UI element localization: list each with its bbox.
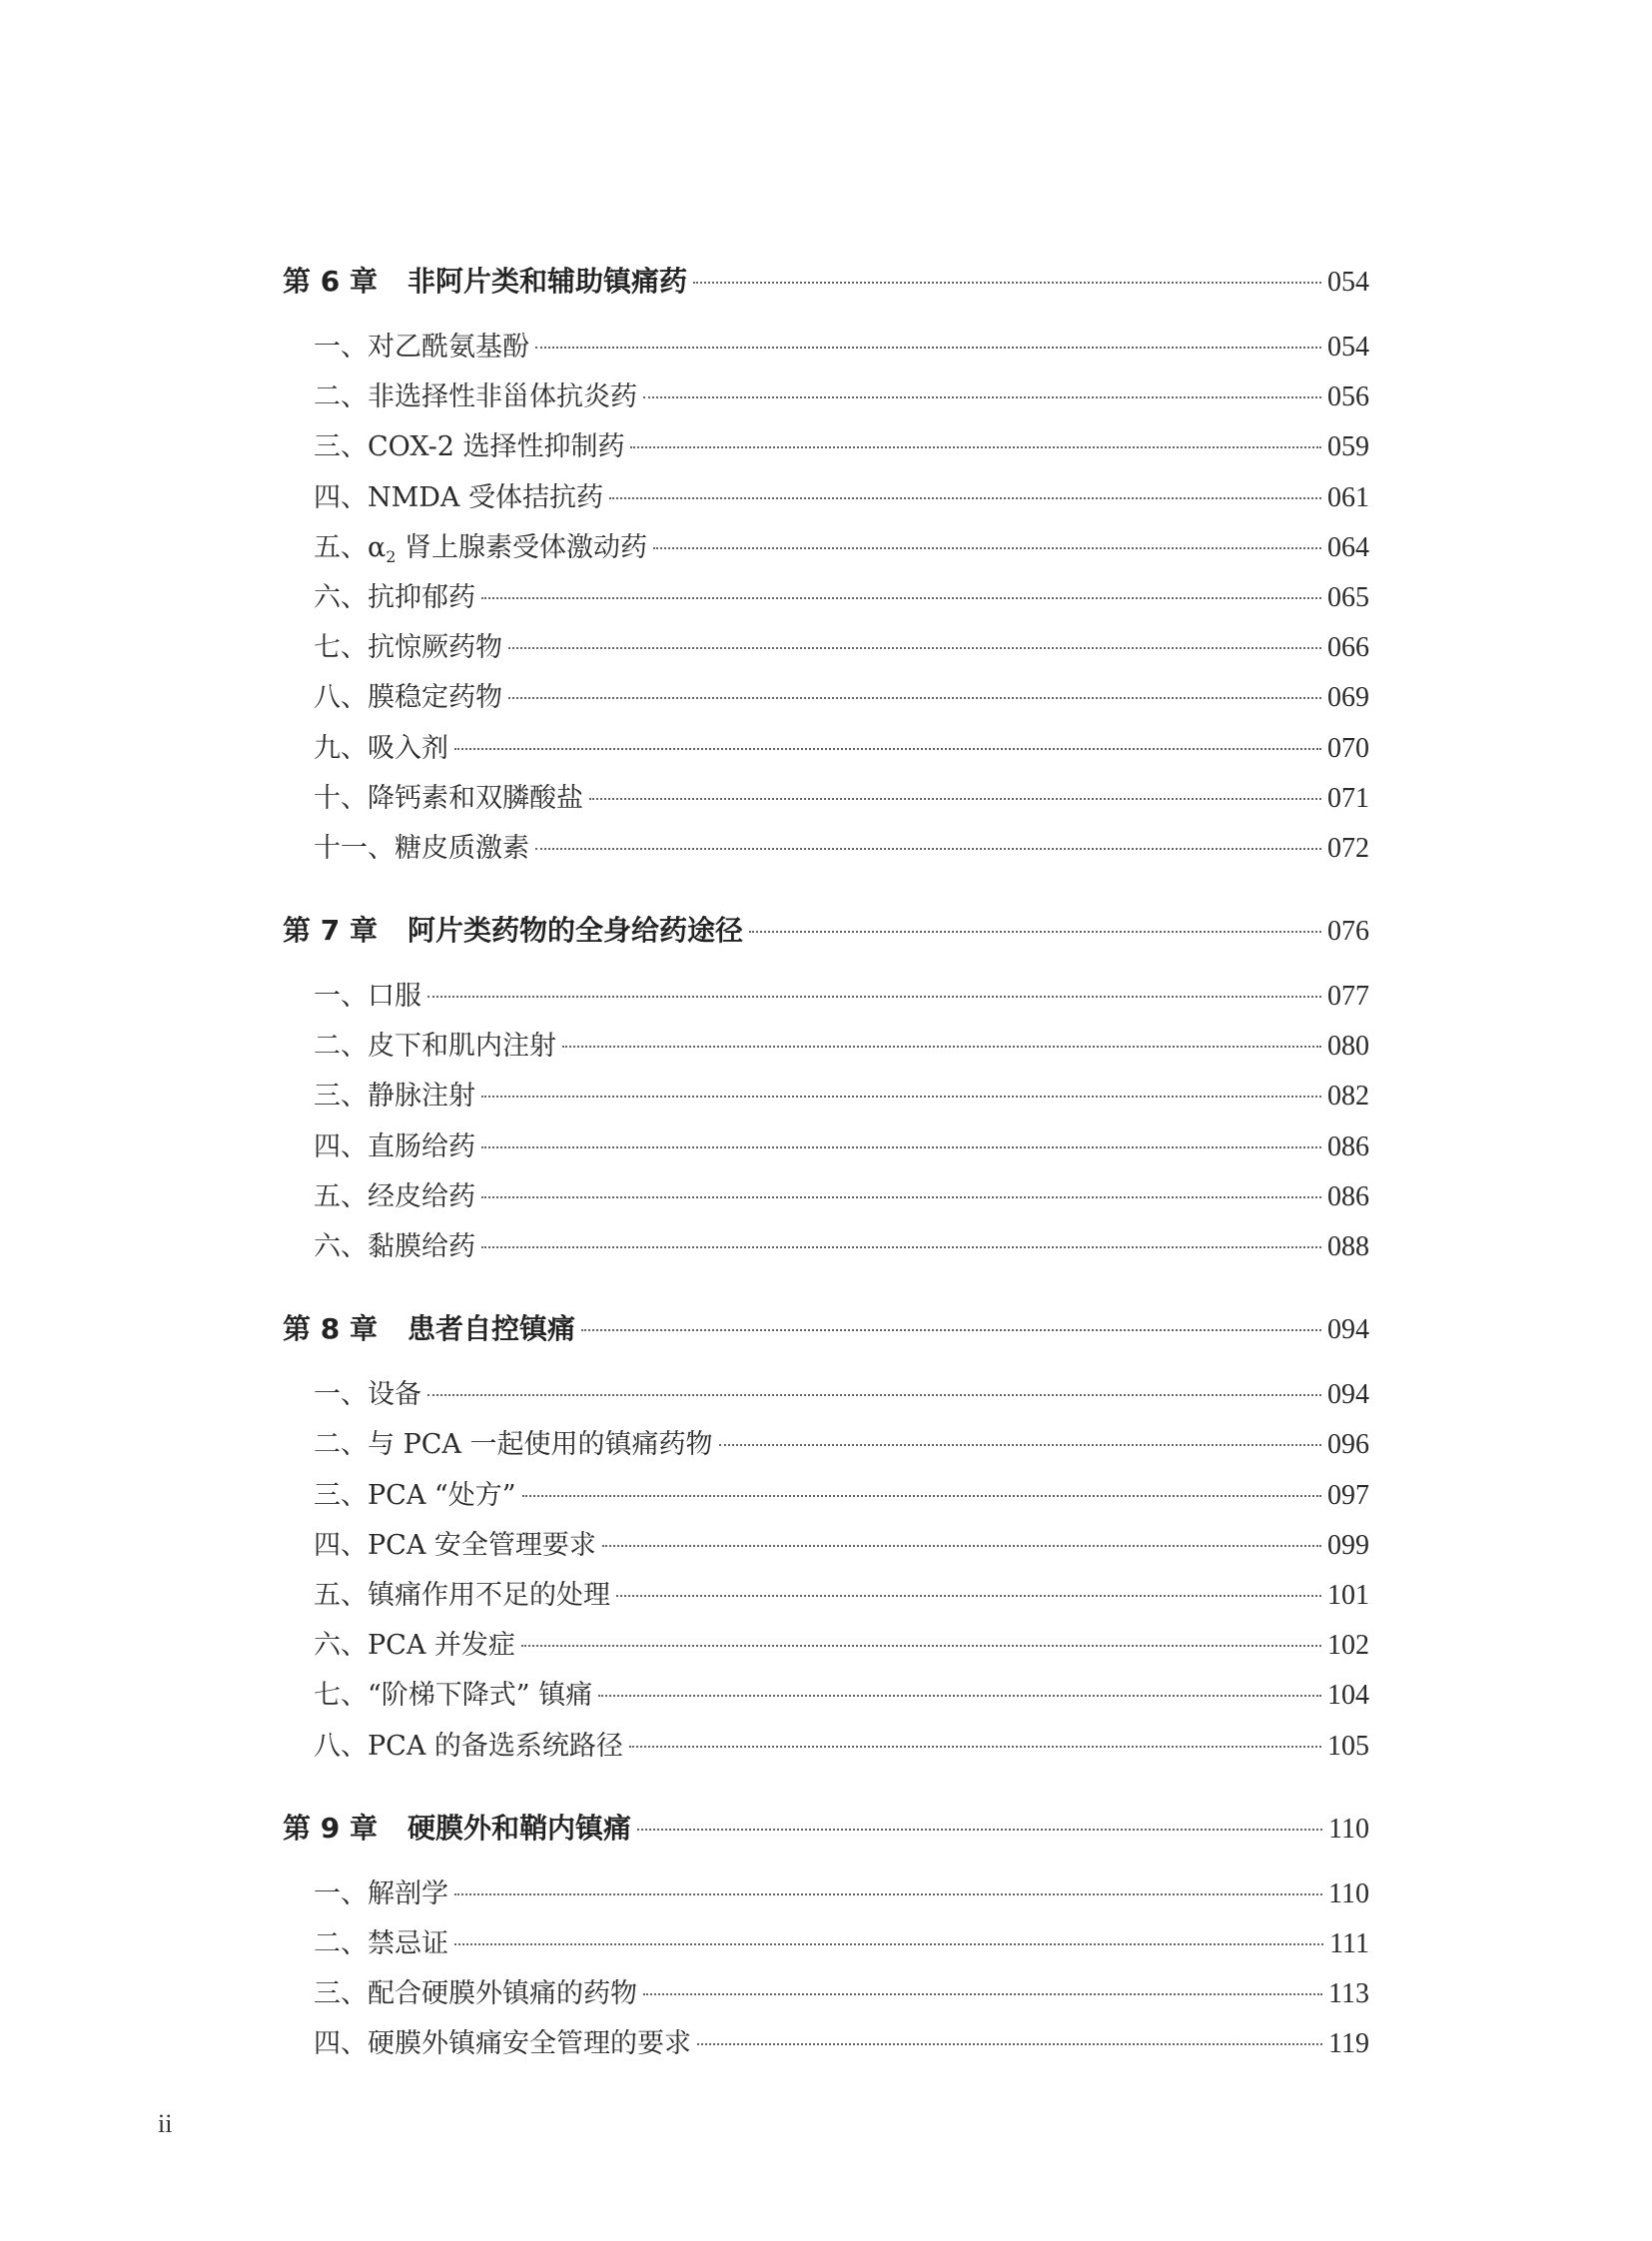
section-title: [314, 1722, 623, 1772]
section-title: [314, 972, 421, 1022]
chapter-entry: [283, 1804, 1369, 1854]
section-entry: [283, 972, 1369, 1022]
section-title: [314, 1521, 596, 1571]
dot-leader: [427, 996, 1321, 998]
section-page-number: 088: [1327, 1231, 1369, 1262]
section-entry: [283, 2019, 1369, 2069]
section-page-number: 086: [1327, 1180, 1369, 1212]
section-title: [314, 1969, 637, 2019]
chapter-label: 第 9 章: [283, 1811, 378, 1845]
section-title-text: 十、降钙素和双膦酸盐: [314, 782, 583, 814]
dot-leader: [508, 697, 1321, 699]
chapter-title: 非阿片类和辅助镇痛药: [407, 265, 687, 298]
dot-leader: [697, 2043, 1322, 2045]
section-entry: [283, 623, 1369, 673]
dot-leader: [427, 1394, 1321, 1396]
dot-leader: [454, 1943, 1323, 1945]
section-title: [314, 1122, 475, 1172]
dot-leader: [630, 446, 1321, 448]
dot-leader: [693, 282, 1321, 284]
section-title-text: 三、COX-2 选择性抑制药: [314, 431, 625, 463]
section-title: [314, 422, 624, 472]
section-page-number: 096: [1327, 1429, 1369, 1461]
section-page-number: 110: [1328, 1877, 1369, 1909]
section-page-number: 059: [1327, 431, 1369, 463]
chapter-label: 第 7 章: [283, 914, 378, 948]
chapter-label: 第 6 章: [283, 265, 378, 298]
section-entry: [283, 523, 1369, 573]
section-entry: [283, 573, 1369, 623]
section-title-text: 二、与 PCA 一起使用的镇痛药物: [314, 1429, 713, 1461]
section-page-number: 102: [1327, 1630, 1369, 1662]
dot-leader: [481, 1096, 1321, 1098]
section-title-text: 二、非选择性非甾体抗炎药: [314, 381, 637, 413]
chapter-title: 硬膜外和鞘内镇痛: [407, 1811, 631, 1845]
section-entry: [283, 1621, 1369, 1671]
chapter-page-number: 076: [1327, 916, 1369, 948]
section-list: [283, 1869, 1369, 2070]
section-title-text: 九、吸入剂: [314, 732, 448, 764]
section-title-text: 一、解剖学: [314, 1877, 448, 1909]
section-page-number: 082: [1327, 1081, 1369, 1113]
section-title: [314, 2019, 691, 2069]
section-title-text: 六、黏膜给药: [314, 1231, 475, 1262]
section-title: [314, 1471, 516, 1521]
section-page-number: 061: [1327, 481, 1369, 513]
section-title: [314, 724, 448, 774]
section-title-text: 五、经皮给药: [314, 1180, 475, 1212]
chapter-page-number: 094: [1327, 1314, 1369, 1346]
section-title: [314, 673, 502, 723]
section-entry: [283, 1222, 1369, 1272]
section-title-text: 四、硬膜外镇痛安全管理的要求: [314, 2028, 691, 2060]
section-title-text: 三、配合硬膜外镇痛的药物: [314, 1978, 637, 2010]
dot-leader: [637, 1829, 1322, 1831]
section-title: [314, 824, 529, 874]
dot-leader: [616, 1595, 1321, 1597]
section-entry: [283, 473, 1369, 523]
section-entry: [283, 1722, 1369, 1772]
section-page-number: 094: [1327, 1379, 1369, 1411]
section-title-text: 一、对乙酰氨基酚: [314, 332, 529, 363]
section-title-text: 四、直肠给药: [314, 1130, 475, 1162]
dot-leader: [521, 1645, 1321, 1647]
section-title-text: 五、α: [314, 531, 387, 563]
section-title: [314, 1022, 556, 1072]
section-title: [314, 373, 637, 422]
section-entry: [283, 1571, 1369, 1621]
section-title: [314, 1370, 421, 1420]
section-page-number: 113: [1328, 1978, 1369, 2010]
section-entry: [283, 724, 1369, 774]
dot-leader: [598, 1695, 1321, 1697]
section-entry: [283, 323, 1369, 373]
section-entry: [283, 774, 1369, 824]
section-title: [314, 1222, 475, 1272]
section-title-text: 六、PCA 并发症: [314, 1630, 515, 1662]
section-title-text: 一、设备: [314, 1379, 421, 1411]
section-title-text: 二、禁忌证: [314, 1927, 448, 1959]
dot-leader: [589, 798, 1321, 800]
section-title: [314, 1919, 448, 1969]
section-entry: [283, 1122, 1369, 1172]
section-entry: [283, 1521, 1369, 1571]
section-entry: [283, 824, 1369, 874]
section-entry: [283, 422, 1369, 472]
section-entry: [283, 1420, 1369, 1470]
section-title: [314, 1571, 610, 1621]
chapter-entry: [283, 257, 1369, 307]
section-page-number: 086: [1327, 1130, 1369, 1162]
section-title: [314, 623, 502, 673]
section-page-number: 056: [1327, 381, 1369, 413]
chapter-title: 阿片类药物的全身给药途径: [407, 914, 743, 948]
section-title-text: 三、静脉注射: [314, 1081, 475, 1113]
section-entry: [283, 673, 1369, 723]
section-title-text: 四、NMDA 受体拮抗药: [314, 481, 603, 513]
section-title: [314, 1072, 475, 1121]
section-page-number: 101: [1327, 1579, 1369, 1611]
section-page-number: 064: [1327, 531, 1369, 563]
section-page-number: 105: [1327, 1730, 1369, 1762]
page-number-folio: ii: [158, 2109, 173, 2138]
section-title-text: 一、口服: [314, 981, 421, 1013]
section-title-text: 八、膜稳定药物: [314, 682, 502, 714]
section-page-number: 077: [1327, 981, 1369, 1013]
section-page-number: 097: [1327, 1479, 1369, 1511]
section-title: [314, 1671, 592, 1721]
dot-leader: [629, 1746, 1321, 1748]
dot-leader: [522, 1495, 1321, 1497]
section-title: [314, 1869, 448, 1919]
section-title-text: 三、PCA “处方”: [314, 1479, 516, 1511]
section-page-number: 071: [1327, 782, 1369, 814]
chapter-title: 患者自控镇痛: [407, 1312, 575, 1346]
section-title: [314, 1621, 515, 1671]
dot-leader: [653, 547, 1321, 549]
section-title-text: 十一、糖皮质激素: [314, 832, 529, 864]
section-entry: [283, 373, 1369, 422]
dot-leader: [719, 1444, 1322, 1446]
chapter-page-number: 110: [1328, 1813, 1369, 1845]
section-page-number: 066: [1327, 632, 1369, 664]
section-title-text: 七、“阶梯下降式” 镇痛: [314, 1680, 593, 1712]
section-title-text: 五、镇痛作用不足的处理: [314, 1579, 610, 1611]
section-title-text: 肾上腺素受体激动药: [396, 531, 648, 563]
chapter-label: 第 8 章: [283, 1312, 378, 1346]
dot-leader: [643, 396, 1321, 398]
dot-leader: [562, 1046, 1321, 1048]
dot-leader: [481, 1146, 1321, 1148]
section-title-text: 七、抗惊厥药物: [314, 632, 502, 664]
table-of-contents: [283, 257, 1369, 2069]
section-title: [314, 1172, 475, 1222]
dot-leader: [481, 1246, 1321, 1248]
section-entry: [283, 1671, 1369, 1721]
section-entry: [283, 1969, 1369, 2019]
section-title: [314, 323, 529, 373]
subscript: 2: [386, 546, 397, 566]
dot-leader: [535, 848, 1321, 850]
section-page-number: 070: [1327, 732, 1369, 764]
dot-leader: [602, 1545, 1321, 1547]
section-page-number: 099: [1327, 1529, 1369, 1561]
section-entry: [283, 1869, 1369, 1919]
dot-leader: [454, 1893, 1322, 1895]
section-page-number: 080: [1327, 1031, 1369, 1063]
chapter-page-number: 054: [1327, 267, 1369, 298]
section-page-number: 065: [1327, 581, 1369, 613]
dot-leader: [481, 1196, 1321, 1198]
section-page-number: 111: [1329, 1927, 1369, 1959]
section-entry: [283, 1370, 1369, 1420]
section-title-text: 四、PCA 安全管理要求: [314, 1529, 596, 1561]
dot-leader: [454, 748, 1321, 750]
section-entry: [283, 1022, 1369, 1072]
section-entry: [283, 1471, 1369, 1521]
dot-leader: [609, 497, 1321, 499]
section-list: [283, 1370, 1369, 1772]
chapter-entry: [283, 906, 1369, 956]
section-title: [314, 473, 603, 523]
section-title: [314, 774, 583, 824]
dot-leader: [581, 1329, 1321, 1331]
dot-leader: [535, 347, 1321, 349]
section-list: [283, 323, 1369, 874]
section-list: [283, 972, 1369, 1272]
dot-leader: [749, 931, 1321, 933]
section-title-text: 二、皮下和肌内注射: [314, 1031, 556, 1063]
section-title-text: 八、PCA 的备选系统路径: [314, 1730, 623, 1762]
section-page-number: 072: [1327, 832, 1369, 864]
section-page-number: 119: [1328, 2028, 1369, 2060]
dot-leader: [508, 647, 1321, 649]
section-entry: [283, 1172, 1369, 1222]
section-title: [314, 573, 475, 623]
section-page-number: 104: [1327, 1680, 1369, 1712]
section-page-number: 054: [1327, 332, 1369, 363]
section-title: [314, 1420, 713, 1470]
chapter-entry: [283, 1304, 1369, 1354]
dot-leader: [643, 1993, 1322, 1995]
section-entry: [283, 1072, 1369, 1121]
section-page-number: 069: [1327, 682, 1369, 714]
dot-leader: [481, 597, 1321, 599]
section-title-text: 六、抗抑郁药: [314, 581, 475, 613]
section-entry: [283, 1919, 1369, 1969]
